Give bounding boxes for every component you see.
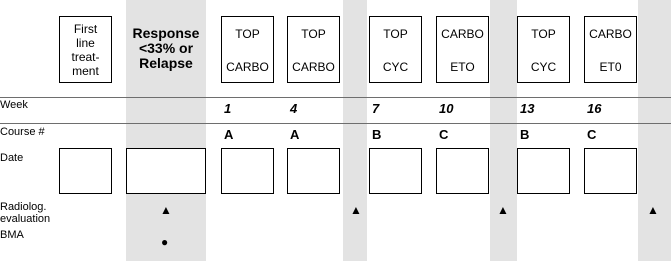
date-field-course-2[interactable] xyxy=(287,148,340,194)
course-letter-4: C xyxy=(439,127,449,142)
first-line-treatment-box xyxy=(59,16,112,83)
course-drug-bottom: ET0 xyxy=(599,60,622,74)
radiolog-row-label xyxy=(0,201,50,225)
first-line-text-2: line xyxy=(76,35,95,50)
response-text-2: <33% or xyxy=(138,40,194,56)
course-drug-top: TOP xyxy=(383,27,408,41)
shaded-column-gap-1 xyxy=(343,0,367,261)
first-line-text-3: treat- xyxy=(71,49,100,64)
course-drug-bottom: CARBO xyxy=(292,60,335,74)
week-number-6: 16 xyxy=(587,101,602,116)
course-drug-top: TOP xyxy=(235,27,260,41)
course-drug-top: CARBO xyxy=(441,27,484,41)
course-letter-1: A xyxy=(224,127,234,142)
radiolog-label-2: evaluation xyxy=(0,213,51,225)
date-field-first-line[interactable] xyxy=(59,148,112,194)
date-row-label: Date xyxy=(0,152,24,164)
course-box-4 xyxy=(436,16,489,83)
week-number-2: 4 xyxy=(290,101,298,116)
week-row-label: Week xyxy=(0,99,28,111)
week-number-3: 7 xyxy=(372,101,380,116)
course-box-6 xyxy=(584,16,637,83)
course-drug-bottom: CYC xyxy=(530,60,557,74)
shaded-column-gap-2 xyxy=(490,0,517,261)
date-field-course-4[interactable] xyxy=(436,148,489,194)
course-letter-5: B xyxy=(520,127,530,142)
course-box-2 xyxy=(287,16,340,83)
course-drug-bottom: CARBO xyxy=(226,60,269,74)
radiolog-triangle-marker-gap-3: ▲ xyxy=(647,203,659,217)
date-field-course-3[interactable] xyxy=(369,148,422,194)
response-text-1: Response xyxy=(132,25,200,41)
first-line-text-1: First xyxy=(73,21,98,36)
shaded-column-gap-3 xyxy=(638,0,671,261)
course-letter-3: B xyxy=(372,127,382,142)
bma-dot-marker: ● xyxy=(161,235,169,249)
date-field-response[interactable] xyxy=(126,148,206,194)
row-divider-course xyxy=(0,123,671,124)
course-box-3 xyxy=(369,16,422,83)
course-drug-top: TOP xyxy=(531,27,556,41)
radiolog-label-1: Radiolog. xyxy=(0,201,47,213)
date-field-course-6[interactable] xyxy=(584,148,637,194)
week-number-1: 1 xyxy=(224,101,232,116)
course-drug-bottom: CYC xyxy=(382,60,409,74)
course-row-label: Course # xyxy=(0,126,45,138)
week-number-4: 10 xyxy=(439,101,454,116)
course-drug-top: CARBO xyxy=(589,27,632,41)
radiolog-triangle-marker-gap-2: ▲ xyxy=(497,203,509,217)
first-line-text-4: ment xyxy=(72,63,99,78)
course-letter-2: A xyxy=(290,127,300,142)
course-drug-top: TOP xyxy=(301,27,326,41)
date-field-course-5[interactable] xyxy=(517,148,570,194)
row-divider-week xyxy=(0,97,671,98)
radiolog-triangle-marker-response: ▲ xyxy=(160,203,172,217)
course-box-1 xyxy=(221,16,274,83)
course-letter-6: C xyxy=(587,127,597,142)
response-text-3: Relapse xyxy=(139,55,193,71)
bma-row-label: BMA xyxy=(0,229,24,241)
course-box-5 xyxy=(517,16,570,83)
radiolog-triangle-marker-gap-1: ▲ xyxy=(350,203,362,217)
date-field-course-1[interactable] xyxy=(221,148,274,194)
response-relapse-label xyxy=(126,26,206,71)
course-drug-bottom: ETO xyxy=(450,60,475,74)
week-number-5: 13 xyxy=(520,101,535,116)
